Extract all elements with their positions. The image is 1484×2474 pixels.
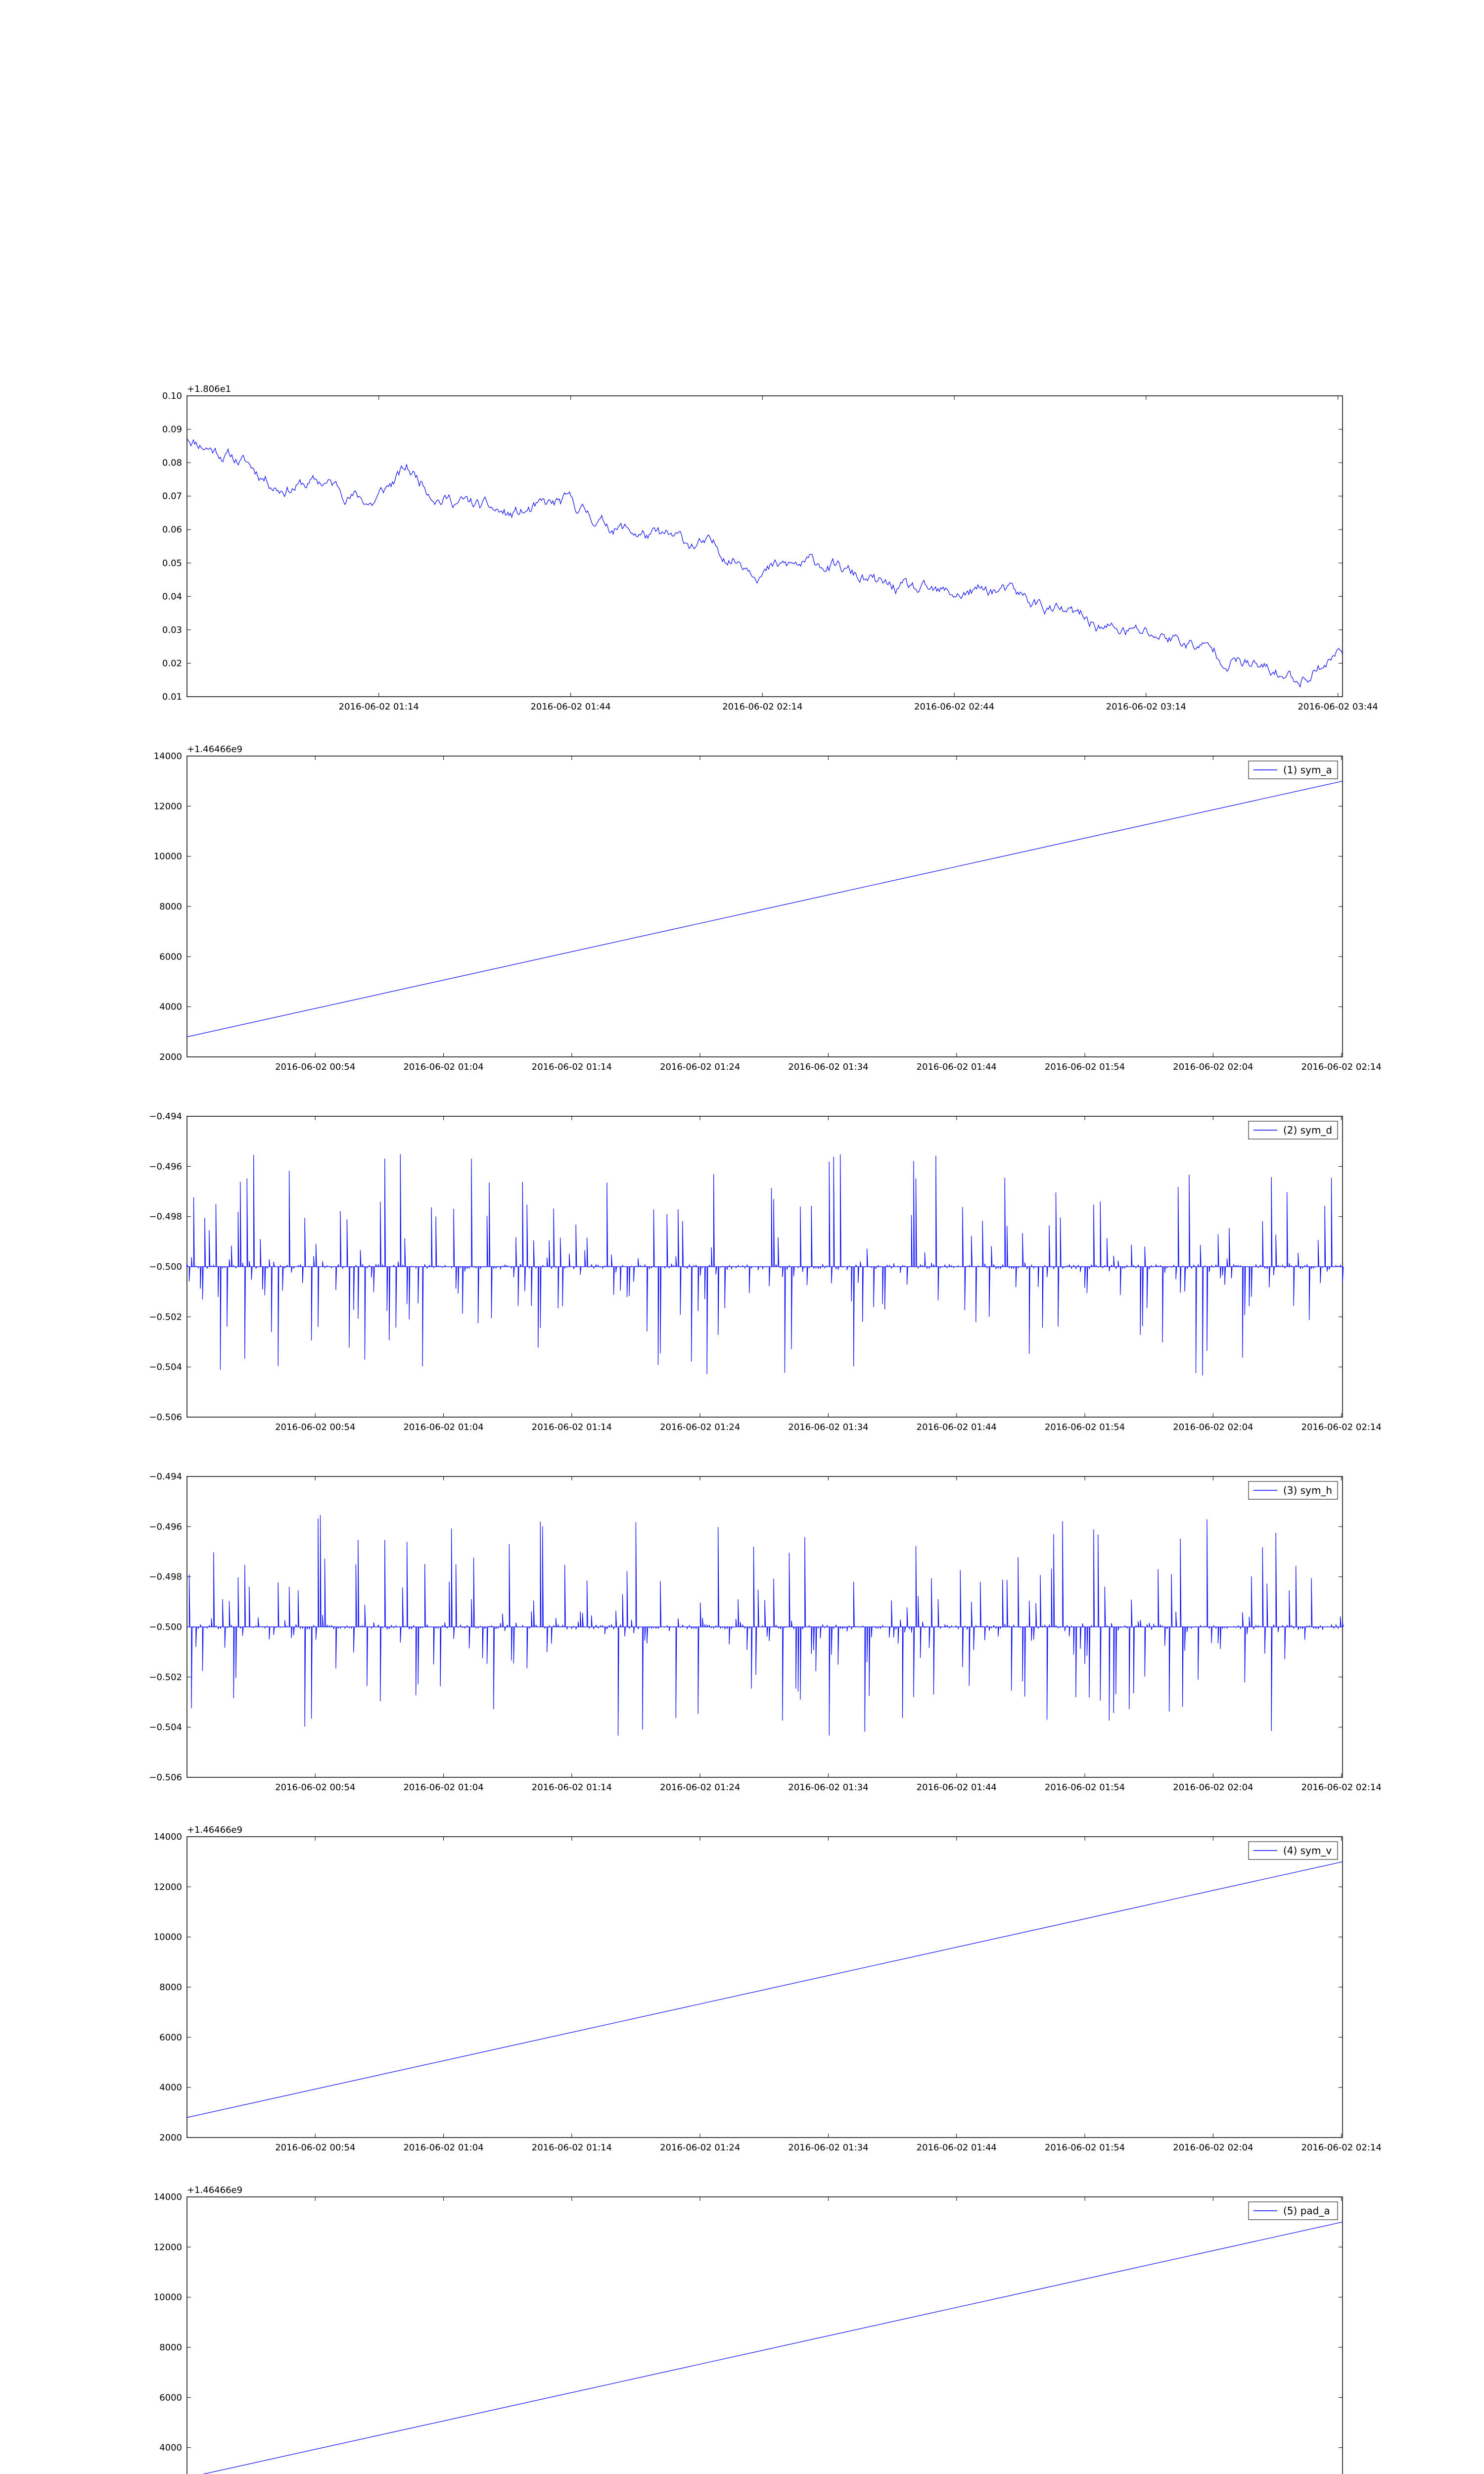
y-tick-label: −0.496 [149, 1161, 182, 1172]
x-tick-label: 2016-06-02 01:04 [403, 2142, 484, 2153]
y-tick-label: −0.504 [149, 1722, 182, 1733]
x-tick-label: 2016-06-02 01:34 [788, 1782, 869, 1793]
y-tick-label: −0.496 [149, 1522, 182, 1532]
legend-label: (4) sym_v [1283, 1845, 1332, 1856]
chart-panel-4 [149, 1472, 1381, 1793]
x-tick-label: 2016-06-02 01:14 [531, 1782, 612, 1793]
y-tick-label: 0.10 [162, 391, 182, 401]
x-tick-label: 2016-06-02 02:04 [1173, 1782, 1253, 1793]
y-tick-label: 6000 [159, 2392, 182, 2403]
y-tick-label: −0.506 [149, 1772, 182, 1783]
y-tick-label: 0.06 [162, 524, 182, 535]
series-line [187, 1515, 1344, 1736]
y-tick-label: 12000 [153, 2242, 182, 2253]
axis-offset-label: +1.46466e9 [187, 2185, 243, 2195]
y-tick-label: 12000 [153, 1882, 182, 1893]
plot-frame [187, 756, 1343, 1057]
y-tick-label: 14000 [153, 1832, 182, 1842]
legend [1249, 1121, 1338, 1139]
y-tick-label: 6000 [159, 2032, 182, 2043]
y-tick-label: −0.500 [149, 1622, 182, 1632]
y-tick-label: 4000 [159, 2082, 182, 2093]
y-tick-label: 10000 [153, 2292, 182, 2303]
y-tick-label: 8000 [159, 2342, 182, 2353]
x-tick-label: 2016-06-02 01:24 [660, 1062, 741, 1072]
series-line [187, 2222, 1343, 2474]
y-tick-label: 2000 [159, 1052, 182, 1062]
y-tick-label: −0.504 [149, 1362, 182, 1373]
x-tick-label: 2016-06-02 01:24 [660, 2142, 741, 2153]
y-tick-label: 6000 [159, 952, 182, 962]
axis-offset-label: +1.46466e9 [187, 1825, 243, 1835]
legend [1249, 2202, 1338, 2220]
x-tick-label: 2016-06-02 02:44 [914, 702, 995, 712]
x-tick-label: 2016-06-02 02:14 [1301, 1782, 1382, 1793]
x-tick-label: 2016-06-02 01:44 [916, 1062, 997, 1072]
series-line [187, 781, 1343, 1037]
y-tick-label: 0.08 [162, 458, 182, 469]
x-tick-label: 2016-06-02 03:44 [1298, 702, 1378, 712]
y-tick-label: 8000 [159, 902, 182, 912]
x-tick-label: 2016-06-02 00:54 [275, 1782, 356, 1793]
x-tick-label: 2016-06-02 02:04 [1173, 2142, 1253, 2153]
x-tick-label: 2016-06-02 01:14 [531, 2142, 612, 2153]
x-tick-label: 2016-06-02 01:44 [916, 1782, 997, 1793]
y-tick-label: 0.09 [162, 424, 182, 435]
legend-label: (3) sym_h [1283, 1484, 1333, 1496]
x-tick-label: 2016-06-02 01:14 [531, 1062, 612, 1072]
x-tick-label: 2016-06-02 01:54 [1044, 1422, 1125, 1432]
y-tick-label: −0.498 [149, 1571, 182, 1582]
chart-panel-3 [149, 1111, 1381, 1432]
chart-panel-6 [154, 2185, 1382, 2474]
plot-frame [187, 396, 1343, 697]
x-tick-label: 2016-06-02 02:04 [1173, 1062, 1253, 1072]
y-tick-label: −0.506 [149, 1412, 182, 1423]
x-tick-label: 2016-06-02 01:14 [338, 702, 419, 712]
legend-label: (2) sym_d [1283, 1124, 1333, 1136]
y-tick-label: 8000 [159, 1982, 182, 1993]
legend-label: (5) pad_a [1283, 2205, 1330, 2217]
x-tick-label: 2016-06-02 02:04 [1173, 1422, 1253, 1432]
x-tick-label: 2016-06-02 01:44 [916, 2142, 997, 2153]
y-tick-label: 10000 [153, 851, 182, 862]
series-line [187, 1154, 1344, 1376]
y-tick-label: −0.500 [149, 1262, 182, 1272]
y-tick-label: 0.05 [162, 558, 182, 569]
y-tick-label: −0.502 [149, 1312, 182, 1323]
series-line [187, 1862, 1343, 2118]
y-tick-label: 0.03 [162, 624, 182, 635]
x-tick-label: 2016-06-02 01:34 [788, 1422, 869, 1432]
x-tick-label: 2016-06-02 03:14 [1106, 702, 1186, 712]
x-tick-label: 2016-06-02 00:54 [275, 2142, 356, 2153]
x-tick-label: 2016-06-02 01:54 [1044, 1062, 1125, 1072]
y-tick-label: −0.494 [149, 1472, 182, 1482]
legend-label: (1) sym_a [1283, 764, 1332, 776]
y-tick-label: 0.07 [162, 491, 182, 502]
x-tick-label: 2016-06-02 01:04 [403, 1422, 484, 1432]
chart-panel-1 [162, 384, 1378, 712]
x-tick-label: 2016-06-02 00:54 [275, 1062, 356, 1072]
y-tick-label: 0.04 [162, 591, 182, 602]
chart-panel-2 [154, 744, 1382, 1072]
legend [1249, 1842, 1338, 1859]
y-tick-label: 14000 [153, 751, 182, 761]
y-tick-label: −0.502 [149, 1672, 182, 1683]
x-tick-label: 2016-06-02 02:14 [722, 702, 803, 712]
x-tick-label: 2016-06-02 01:14 [531, 1422, 612, 1432]
plot-frame [187, 2197, 1343, 2474]
x-tick-label: 2016-06-02 01:24 [660, 1422, 741, 1432]
x-tick-label: 2016-06-02 02:14 [1301, 2142, 1382, 2153]
legend [1249, 1481, 1338, 1499]
y-tick-label: 0.02 [162, 658, 182, 669]
x-tick-label: 2016-06-02 01:04 [403, 1782, 484, 1793]
axis-offset-label: +1.46466e9 [187, 744, 243, 755]
y-tick-label: 4000 [159, 1001, 182, 1012]
x-tick-label: 2016-06-02 02:14 [1301, 1062, 1382, 1072]
x-tick-label: 2016-06-02 01:34 [788, 2142, 869, 2153]
x-tick-label: 2016-06-02 01:54 [1044, 2142, 1125, 2153]
y-tick-label: 4000 [159, 2442, 182, 2453]
x-tick-label: 2016-06-02 02:14 [1301, 1422, 1382, 1432]
plot-frame [187, 1837, 1343, 2138]
y-tick-label: 12000 [153, 801, 182, 812]
legend [1249, 761, 1338, 779]
x-tick-label: 2016-06-02 01:04 [403, 1062, 484, 1072]
x-tick-label: 2016-06-02 01:24 [660, 1782, 741, 1793]
y-tick-label: −0.494 [149, 1111, 182, 1122]
y-tick-label: 14000 [153, 2192, 182, 2202]
chart-panel-5 [154, 1825, 1382, 2153]
x-tick-label: 2016-06-02 01:54 [1044, 1782, 1125, 1793]
y-tick-label: 0.01 [162, 692, 182, 702]
series-line [187, 438, 1343, 687]
axis-offset-label: +1.806e1 [187, 384, 232, 394]
y-tick-label: 10000 [153, 1932, 182, 1943]
y-tick-label: 2000 [159, 2133, 182, 2143]
x-tick-label: 2016-06-02 01:44 [530, 702, 611, 712]
x-tick-label: 2016-06-02 01:34 [788, 1062, 869, 1072]
x-tick-label: 2016-06-02 01:44 [916, 1422, 997, 1432]
x-tick-label: 2016-06-02 00:54 [275, 1422, 356, 1432]
y-tick-label: −0.498 [149, 1211, 182, 1222]
